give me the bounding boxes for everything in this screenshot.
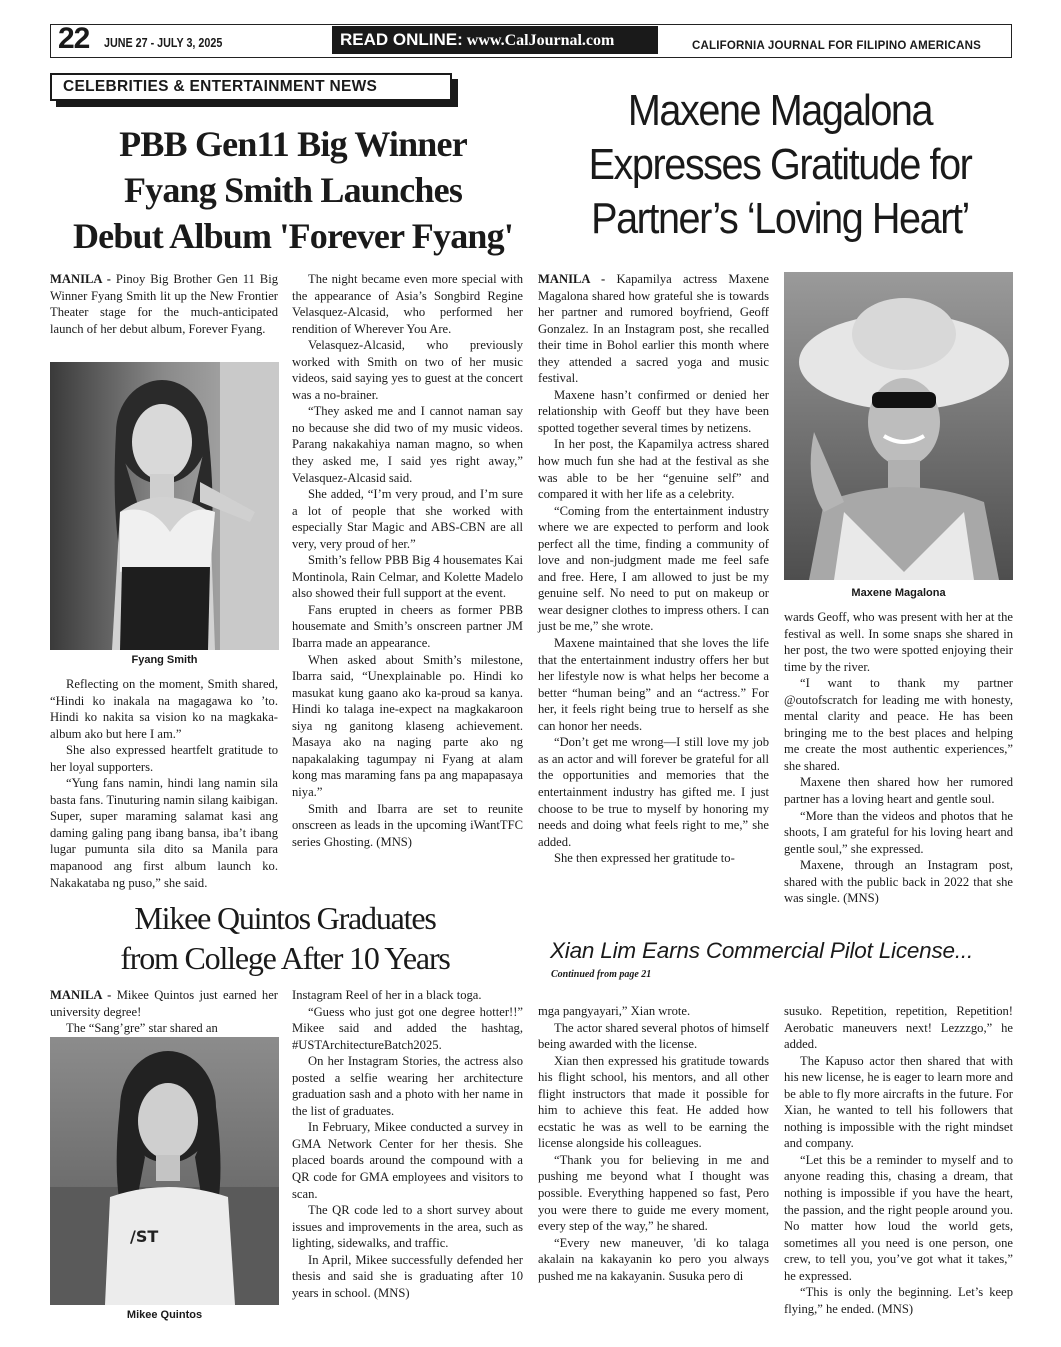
paragraph: Instagram Reel of her in a black toga.: [292, 988, 482, 1002]
svg-text:/ST: /ST: [130, 1227, 159, 1246]
paragraph: When asked about Smith’s milestone, Ibarra said, “Unexplainable po. Hindi ko masukat kung gaano ako ka-proud sa kanya. Hindi ko talaga ine-expect na magkakaroon siya ng ganitong klaseng achievement. Masaya ako na naging parte ako ng napakalaking tagumpay ni Fyang at alam kong mas maraming fans pa ang mapapasaya niya.”: [292, 652, 523, 799]
paragraph: Xian then expressed his gratitude towards his flight school, his mentors, and all other flight instructors that made it possible for him to achieve this feat. He added how ecstatic he was as well to be earning the license alongside his colleagues.: [538, 1053, 769, 1151]
paragraph: The “Sang’gre” star shared an: [66, 1021, 218, 1036]
paragraph: “Every new maneuver, 'di ko talaga akalain na kakayanin ko pero you always pushed me na kakayanin. Susuka pero di: [538, 1235, 769, 1283]
read-online-banner: [332, 26, 658, 54]
article2-column-2: [784, 609, 1013, 907]
paragraph: [50, 987, 278, 1020]
article4-headline: Xian Lim Earns Commercial Pilot License...: [550, 938, 974, 963]
paragraph: Maxene hasn’t confirmed or denied her relationship with Geoff but they have been spotted together several times by netizens.: [538, 387, 769, 435]
paragraph: She added, “I’m very proud, and I’m sure a lot of people that she worked with especially Star Magic and ABS-CBN are all very, very proud of her.”: [292, 487, 523, 551]
article2-headline: [571, 84, 989, 246]
paragraph: The night became even more special with the appearance of Asia’s Songbird Regine Velasquez-Alcasid, who performed her rendition of Wherever You Are.: [292, 272, 523, 336]
article1-column-2: [292, 271, 523, 850]
paragraph: Reflecting on the moment, Smith shared, “Hindi ko inakala na magagawa ko ’to. Hindi ko nakita sa vision ko na magkaka-album ako but here I am.”: [50, 677, 278, 741]
paragraph: In April, Mikee successfully defended her thesis and said she is graduating after 10 years in school. (MNS): [292, 1252, 523, 1300]
article4-column-2: [784, 1003, 1013, 1317]
portrait-image: [50, 362, 279, 650]
article3-column-1: [50, 987, 278, 1037]
paragraph: Maxene maintained that she loves the life that the entertainment industry offers her but her lifestyle now is what helps her become a better “human being” and an “actress.” For her, it feels right being true to herself as she can honor her needs.: [538, 636, 769, 733]
dateline: MANILA -: [538, 272, 606, 286]
photo-caption: Maxene Magalona: [851, 587, 946, 599]
paragraph: mga pangyayari,” Xian wrote.: [538, 1004, 691, 1018]
paragraph: “This is only the beginning. Let’s keep flying,” he ended. (MNS): [784, 1285, 1013, 1316]
paragraph: Velasquez-Alcasid, who previously worked with Smith on two of her music videos, said saying yes to guest at the concert was a no-brainer.: [292, 338, 523, 402]
portrait-image: [50, 1037, 279, 1305]
headline-line: Debut Album 'Forever Fyang': [72, 216, 514, 256]
paragraph: “Don’t get me wrong—I still love my job as an actor and will forever be grateful for all the opportunities and memories that the entertainment industry has gifted me. I just choose to be true to myself by honoring my needs and doing what feels right to me,” she added.: [538, 735, 769, 849]
article3-column-2: [292, 987, 523, 1301]
article1-column-1-top: [50, 271, 278, 337]
publication-name: CALIFORNIA JOURNAL FOR FILIPINO AMERICANS: [692, 38, 982, 52]
paragraph: Smith and Ibarra are set to reunite onscreen as leads in the upcoming iWantTFC series Ghosting. (MNS): [292, 801, 523, 849]
paragraph: In her post, the Kapamilya actress shared how much fun she had at the festival as she was able to be her “genuine self” and compared it with her life as a celebrity.: [538, 437, 769, 502]
photo-caption: Mikee Quintos: [126, 1309, 203, 1321]
headline-line: PBB Gen11 Big Winner: [119, 124, 467, 164]
article3-headline: [50, 898, 520, 978]
headline-line: Expresses Gratitude for: [588, 140, 972, 189]
continued-note: Continued from page 21: [551, 969, 652, 980]
page-number: 22: [58, 22, 90, 55]
mikee-quintos-photo: [50, 1037, 279, 1305]
maxene-magalona-photo: [784, 272, 1013, 580]
paragraph: The Kapuso actor then shared that with his new license, he is eager to learn more and be able to fly more aircrafts in the future. For Xian, he wanted to tell his followers that nothing is impossible with the right mindset and company.: [784, 1053, 1013, 1151]
paragraph: “Thank you for believing in me and pushing me beyond what I thought was possible. Everything happened so fast, Pero you were there to guide me every moment, every step of the way,” he shared.: [538, 1152, 769, 1234]
paragraph: Maxene, through an Instagram post, shared with the public back in 2022 that she was single. (MNS): [784, 858, 1013, 906]
paragraph: “More than the videos and photos that he shoots, I am grateful for his loving heart and gentle soul,” she expressed.: [784, 808, 1013, 856]
article2-column-1: [538, 271, 769, 867]
paragraph: “Yung fans namin, hindi lang namin sila basta fans. Tinuturing namin silang kaibigan. Super, super maraming salamat kasi ang daming galing pang ibang bansa, iba’t ibang lugar pumunta sila dito sa Manila para mapanood ang first album launch ko. Nakakataba ng puso,” she said.: [50, 776, 278, 890]
issue-date: JUNE 27 - JULY 3, 2025: [104, 36, 223, 50]
section-label: CELEBRITIES & ENTERTAINMENT NEWS: [50, 73, 452, 101]
paragraph: On her Instagram Stories, the actress also posted a selfie wearing her architecture graduation sash and a photo with her name in the list of graduates.: [292, 1054, 523, 1118]
read-online-url[interactable]: www.CalJournal.com: [466, 32, 615, 49]
photo-caption: Fyang Smith: [131, 654, 198, 666]
article1-column-1-bottom: [50, 676, 278, 891]
paragraph-text: Kapamilya actress Maxene Magalona shared how grateful she is towards her partner and rumored boyfriend, Geoff Gonzalez. In an Instagram post, she recalled their time in Bohol earlier this month where they attended a sacred yoga and music festival.: [538, 272, 769, 386]
paragraph: The QR code led to a short survey about issues and improvements in the area, such as lighting, sidewalks, and traffic.: [292, 1203, 523, 1251]
article4-column-1: [538, 1003, 769, 1284]
paragraph-text: Pinoy Big Brother Gen 11 Big Winner Fyang Smith lit up the New Frontier Theater stage for the much-anticipated launch of her debut album, Forever Fyang.: [50, 272, 278, 336]
paragraph: “Coming from the entertainment industry where we are expected to perform and look perfect all the time, finding a community of love and non-judgment made me feel safe and free. Here, I am allowed to just be my genuine self. No need to put on makeup or wear designer clothes to impress others. I can just be me,” she wrote.: [538, 503, 769, 634]
paragraph: susuko. Repetition, repetition, Repetition! Aerobatic maneuvers next! Lezzzgo,” he added.: [784, 1004, 1013, 1052]
paragraph-text: Mikee Quintos just earned her university degree!: [50, 988, 278, 1019]
article1-headline: [50, 121, 536, 259]
paragraph: “They asked me and I cannot naman say no because she did two of my music videos. Parang nakakahiya naman magno, so when they asked me, I said yes right away,” Velasquez-Alcasid said.: [292, 404, 523, 485]
paragraph: Smith’s fellow PBB Big 4 housemates Kai Montinola, Rain Celmar, and Kolette Madelo also showed their full support at the event.: [292, 553, 523, 601]
paragraph: wards Geoff, who was present with her at the festival as well. In some snaps she shared in her post, the two were spotted enjoying their time by the river.: [784, 610, 1013, 674]
dateline: MANILA -: [50, 988, 112, 1002]
portrait-image: [784, 272, 1013, 580]
paragraph: “Let this be a reminder to myself and to anyone reading this, chasing a dream, that nothing is impossible if you have the heart, the passion, and the right people around you. No matter how loud the world gets, sometimes all you need is one person, one crew, to tell you, you’ve got what it takes,” he expressed.: [784, 1152, 1013, 1283]
headline-line: Mikee Quintos Graduates: [134, 900, 436, 936]
headline-line: Maxene Magalona: [627, 86, 933, 135]
paragraph: “Guess who just got one degree hotter!!” Mikee said and added the hashtag, #USTArchitectureBatch2025.: [292, 1004, 523, 1052]
headline-line: Fyang Smith Launches: [123, 170, 463, 210]
paragraph: [50, 271, 278, 337]
paragraph: The actor shared several photos of himself being awarded with the license.: [538, 1020, 769, 1052]
headline-line: Partner’s ‘Loving Heart’: [591, 194, 969, 243]
paragraph: She also expressed heartfelt gratitude to her loyal supporters.: [50, 743, 278, 774]
paragraph: Maxene then shared how her rumored partner has a loving heart and gentle soul.: [784, 775, 1013, 807]
paragraph: [538, 271, 769, 387]
fyang-smith-photo: [50, 362, 279, 650]
read-online-label: READ ONLINE:: [340, 30, 463, 49]
dateline: MANILA -: [50, 272, 111, 286]
paragraph: She then expressed her gratitude to-: [554, 851, 735, 866]
paragraph: “I want to thank my partner @outofscratch for leading me with honesty, mental clarity and peace. He has been bringing me to the best places and helping me create the most authentic experiences,” she shared.: [784, 676, 1013, 773]
paragraph: In February, Mikee conducted a survey in GMA Network Center for her thesis. She placed boards around the compound with a QR code for GMA employees and visitors to scan.: [292, 1120, 523, 1201]
headline-line: from College After 10 Years: [120, 940, 450, 976]
paragraph: Fans erupted in cheers as former PBB housemate and Smith’s onscreen partner JM Ibarra made an appearance.: [292, 602, 523, 651]
